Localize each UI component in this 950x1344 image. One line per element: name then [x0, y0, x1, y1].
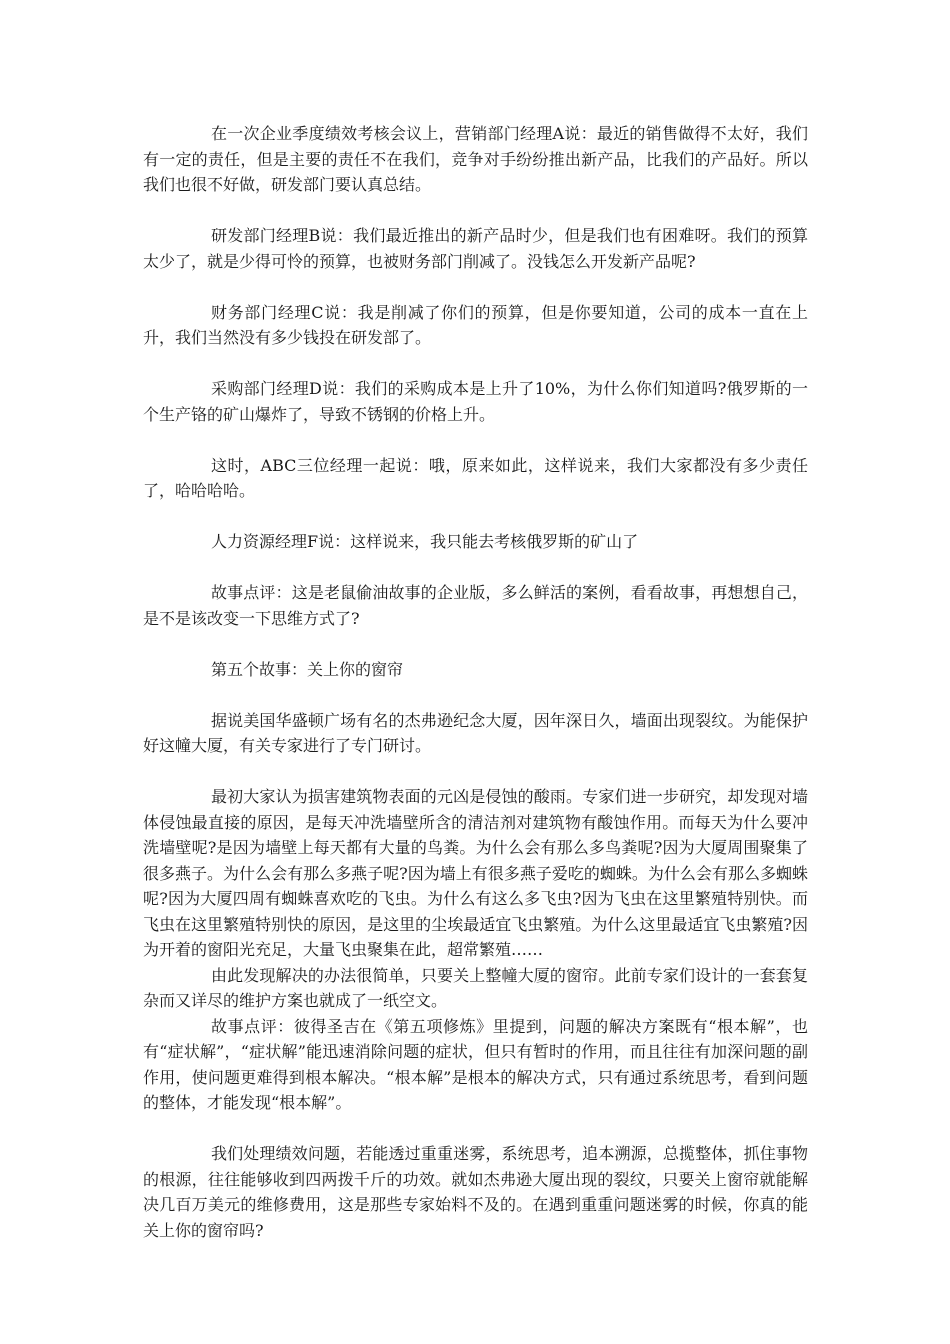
paragraph-abc-managers: 这时，ABC三位经理一起说：哦，原来如此，这样说来，我们大家都没有多少责任了，哈哈哈哈。 — [143, 455, 808, 500]
paragraph-rd-manager-b: 研发部门经理B说：我们最近推出的新产品时少，但是我们也有困难呀。我们的预算太少了，就是少得可怜的预算，也被财务部门削减了。没钱怎么开发新产品呢? — [143, 226, 808, 271]
document-body — [143, 121, 808, 1243]
paragraph-root-cause-chain: 最初大家认为损害建筑物表面的元凶是侵蚀的酸雨。专家们进一步研究，却发现对墙体侵蚀最直接的原因，是每天冲洗墙壁所含的清洁剂对建筑物有酸蚀作用。而每天为什么要冲洗墙壁呢?是因为墙壁上每天都有大量的鸟粪。为什么会有那么多鸟粪呢?因为大厦周围聚集了很多燕子。为什么会有那么多燕子呢?因为墙上有很多燕子爱吃的蜘蛛。为什么会有那么多蜘蛛呢?因为大厦四周有蜘蛛喜欢吃的飞虫。为什么有这么多飞虫?因为飞虫在这里繁殖特别快。而飞虫在这里繁殖特别快的原因，是这里的尘埃最适宜飞虫繁殖。为什么这里最适宜飞虫繁殖?因为开着的窗阳光充足，大量飞虫聚集在此，超常繁殖…… — [143, 787, 808, 959]
paragraph-story-comment-2: 故事点评：彼得圣吉在《第五项修炼》里提到，问题的解决方案既有“根本解”，也有“症状解”，“症状解”能迅速消除问题的症状，但只有暂时的作用，而且往往有加深问题的副作用，使问题更难得到根本解决。“根本解”是根本的解决方式，只有通过系统思考，看到问题的整体，才能发现“根本解”。 — [143, 1016, 808, 1112]
paragraph-finance-manager-c: 财务部门经理C说：我是削减了你们的预算，但是你要知道，公司的成本一直在上升，我们当然没有多少钱投在研发部了。 — [143, 302, 808, 347]
section-heading-fifth-story: 第五个故事：关上你的窗帘 — [211, 659, 404, 679]
paragraph-hr-manager-f: 人力资源经理F说：这样说来，我只能去考核俄罗斯的矿山了 — [211, 532, 639, 551]
paragraph-purchasing-manager-d: 采购部门经理D说：我们的采购成本是上升了10%，为什么你们知道吗?俄罗斯的一个生产铬的矿山爆炸了，导致不锈钢的价格上升。 — [143, 379, 808, 424]
paragraph-story-comment-1: 故事点评：这是老鼠偷油故事的企业版，多么鲜活的案例，看看故事，再想想自己，是不是该改变一下思维方式了? — [143, 583, 808, 628]
paragraph-solution: 由此发现解决的办法很简单，只要关上整幢大厦的窗帘。此前专家们设计的一套套复杂而又详尽的维护方案也就成了一纸空文。 — [143, 965, 808, 1010]
paragraph-conclusion: 我们处理绩效问题，若能透过重重迷雾，系统思考，追本溯源，总揽整体，抓住事物的根源，往往能够收到四两拨千斤的功效。就如杰弗逊大厦出现的裂纹，只要关上窗帘就能解决几百万美元的维修费用，这是那些专家始料不及的。在遇到重重问题迷雾的时候，你真的能关上你的窗帘吗? — [143, 1144, 808, 1240]
paragraph-sales-manager-a: 在一次企业季度绩效考核会议上，营销部门经理A说：最近的销售做得不太好，我们有一定的责任，但是主要的责任不在我们，竞争对手纷纷推出新产品，比我们的产品好。所以我们也很不好做，研发部门要认真总结。 — [143, 124, 808, 194]
paragraph-jefferson-building: 据说美国华盛顿广场有名的杰弗逊纪念大厦，因年深日久，墙面出现裂纹。为能保护好这幢大厦，有关专家进行了专门研讨。 — [143, 710, 808, 755]
